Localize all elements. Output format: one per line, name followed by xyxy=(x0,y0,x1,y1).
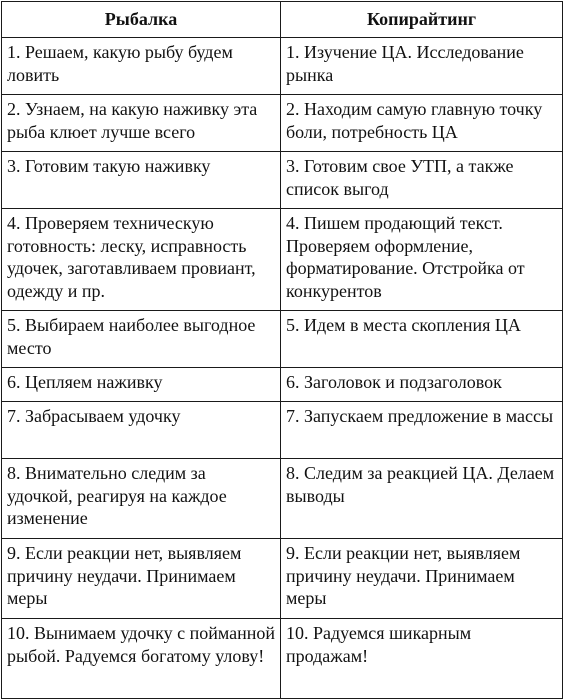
fishing-step: 2. Узнаем, на какую наживку эта рыба клюет лучше всего xyxy=(2,95,281,152)
table-row xyxy=(2,619,563,699)
copywriting-step: 8. Следим за реакцией ЦА. Делаем выводы xyxy=(281,459,563,539)
table-row xyxy=(2,152,563,209)
table-row xyxy=(2,402,563,459)
column-header-copywriting: Копирайтинг xyxy=(281,2,563,38)
fishing-step: 7. Забрасываем удочку xyxy=(2,402,281,459)
fishing-step: 9. Если реакции нет, выявляем причину неудачи. Принимаем меры xyxy=(2,539,281,619)
copywriting-step: 9. Если реакции нет, выявляем причину неудачи. Принимаем меры xyxy=(281,539,563,619)
fishing-step: 8. Внимательно следим за удочкой, реагируя на каждое изменение xyxy=(2,459,281,539)
copywriting-step: 5. Идем в места скопления ЦА xyxy=(281,311,563,368)
fishing-step: 3. Готовим такую наживку xyxy=(2,152,281,209)
copywriting-step: 3. Готовим свое УТП, а также список выгод xyxy=(281,152,563,209)
comparison-table-container xyxy=(1,1,562,699)
copywriting-step: 1. Изучение ЦА. Исследование рынка xyxy=(281,38,563,95)
copywriting-step: 6. Заголовок и подзаголовок xyxy=(281,368,563,402)
table-row xyxy=(2,209,563,311)
fishing-step: 6. Цепляем наживку xyxy=(2,368,281,402)
table-row xyxy=(2,95,563,152)
table-row xyxy=(2,368,563,402)
fishing-step: 1. Решаем, какую рыбу будем ловить xyxy=(2,38,281,95)
fishing-step: 10. Вынимаем удочку с пойманной рыбой. Радуемся богатому улову! xyxy=(2,619,281,699)
table-row xyxy=(2,459,563,539)
comparison-table xyxy=(1,1,563,699)
table-header-row xyxy=(2,2,563,38)
column-header-fishing: Рыбалка xyxy=(2,2,281,38)
fishing-step: 4. Проверяем техническую готовность: леску, исправность удочек, заготавливаем провиант, одежду и пр. xyxy=(2,209,281,311)
copywriting-step: 2. Находим самую главную точку боли, потребность ЦА xyxy=(281,95,563,152)
table-row xyxy=(2,311,563,368)
table-row xyxy=(2,38,563,95)
table-row xyxy=(2,539,563,619)
fishing-step: 5. Выбираем наиболее выгодное место xyxy=(2,311,281,368)
copywriting-step: 4. Пишем продающий текст. Проверяем оформление, форматирование. Отстройка от конкурентов xyxy=(281,209,563,311)
copywriting-step: 7. Запускаем предложение в массы xyxy=(281,402,563,459)
copywriting-step: 10. Радуемся шикарным продажам! xyxy=(281,619,563,699)
